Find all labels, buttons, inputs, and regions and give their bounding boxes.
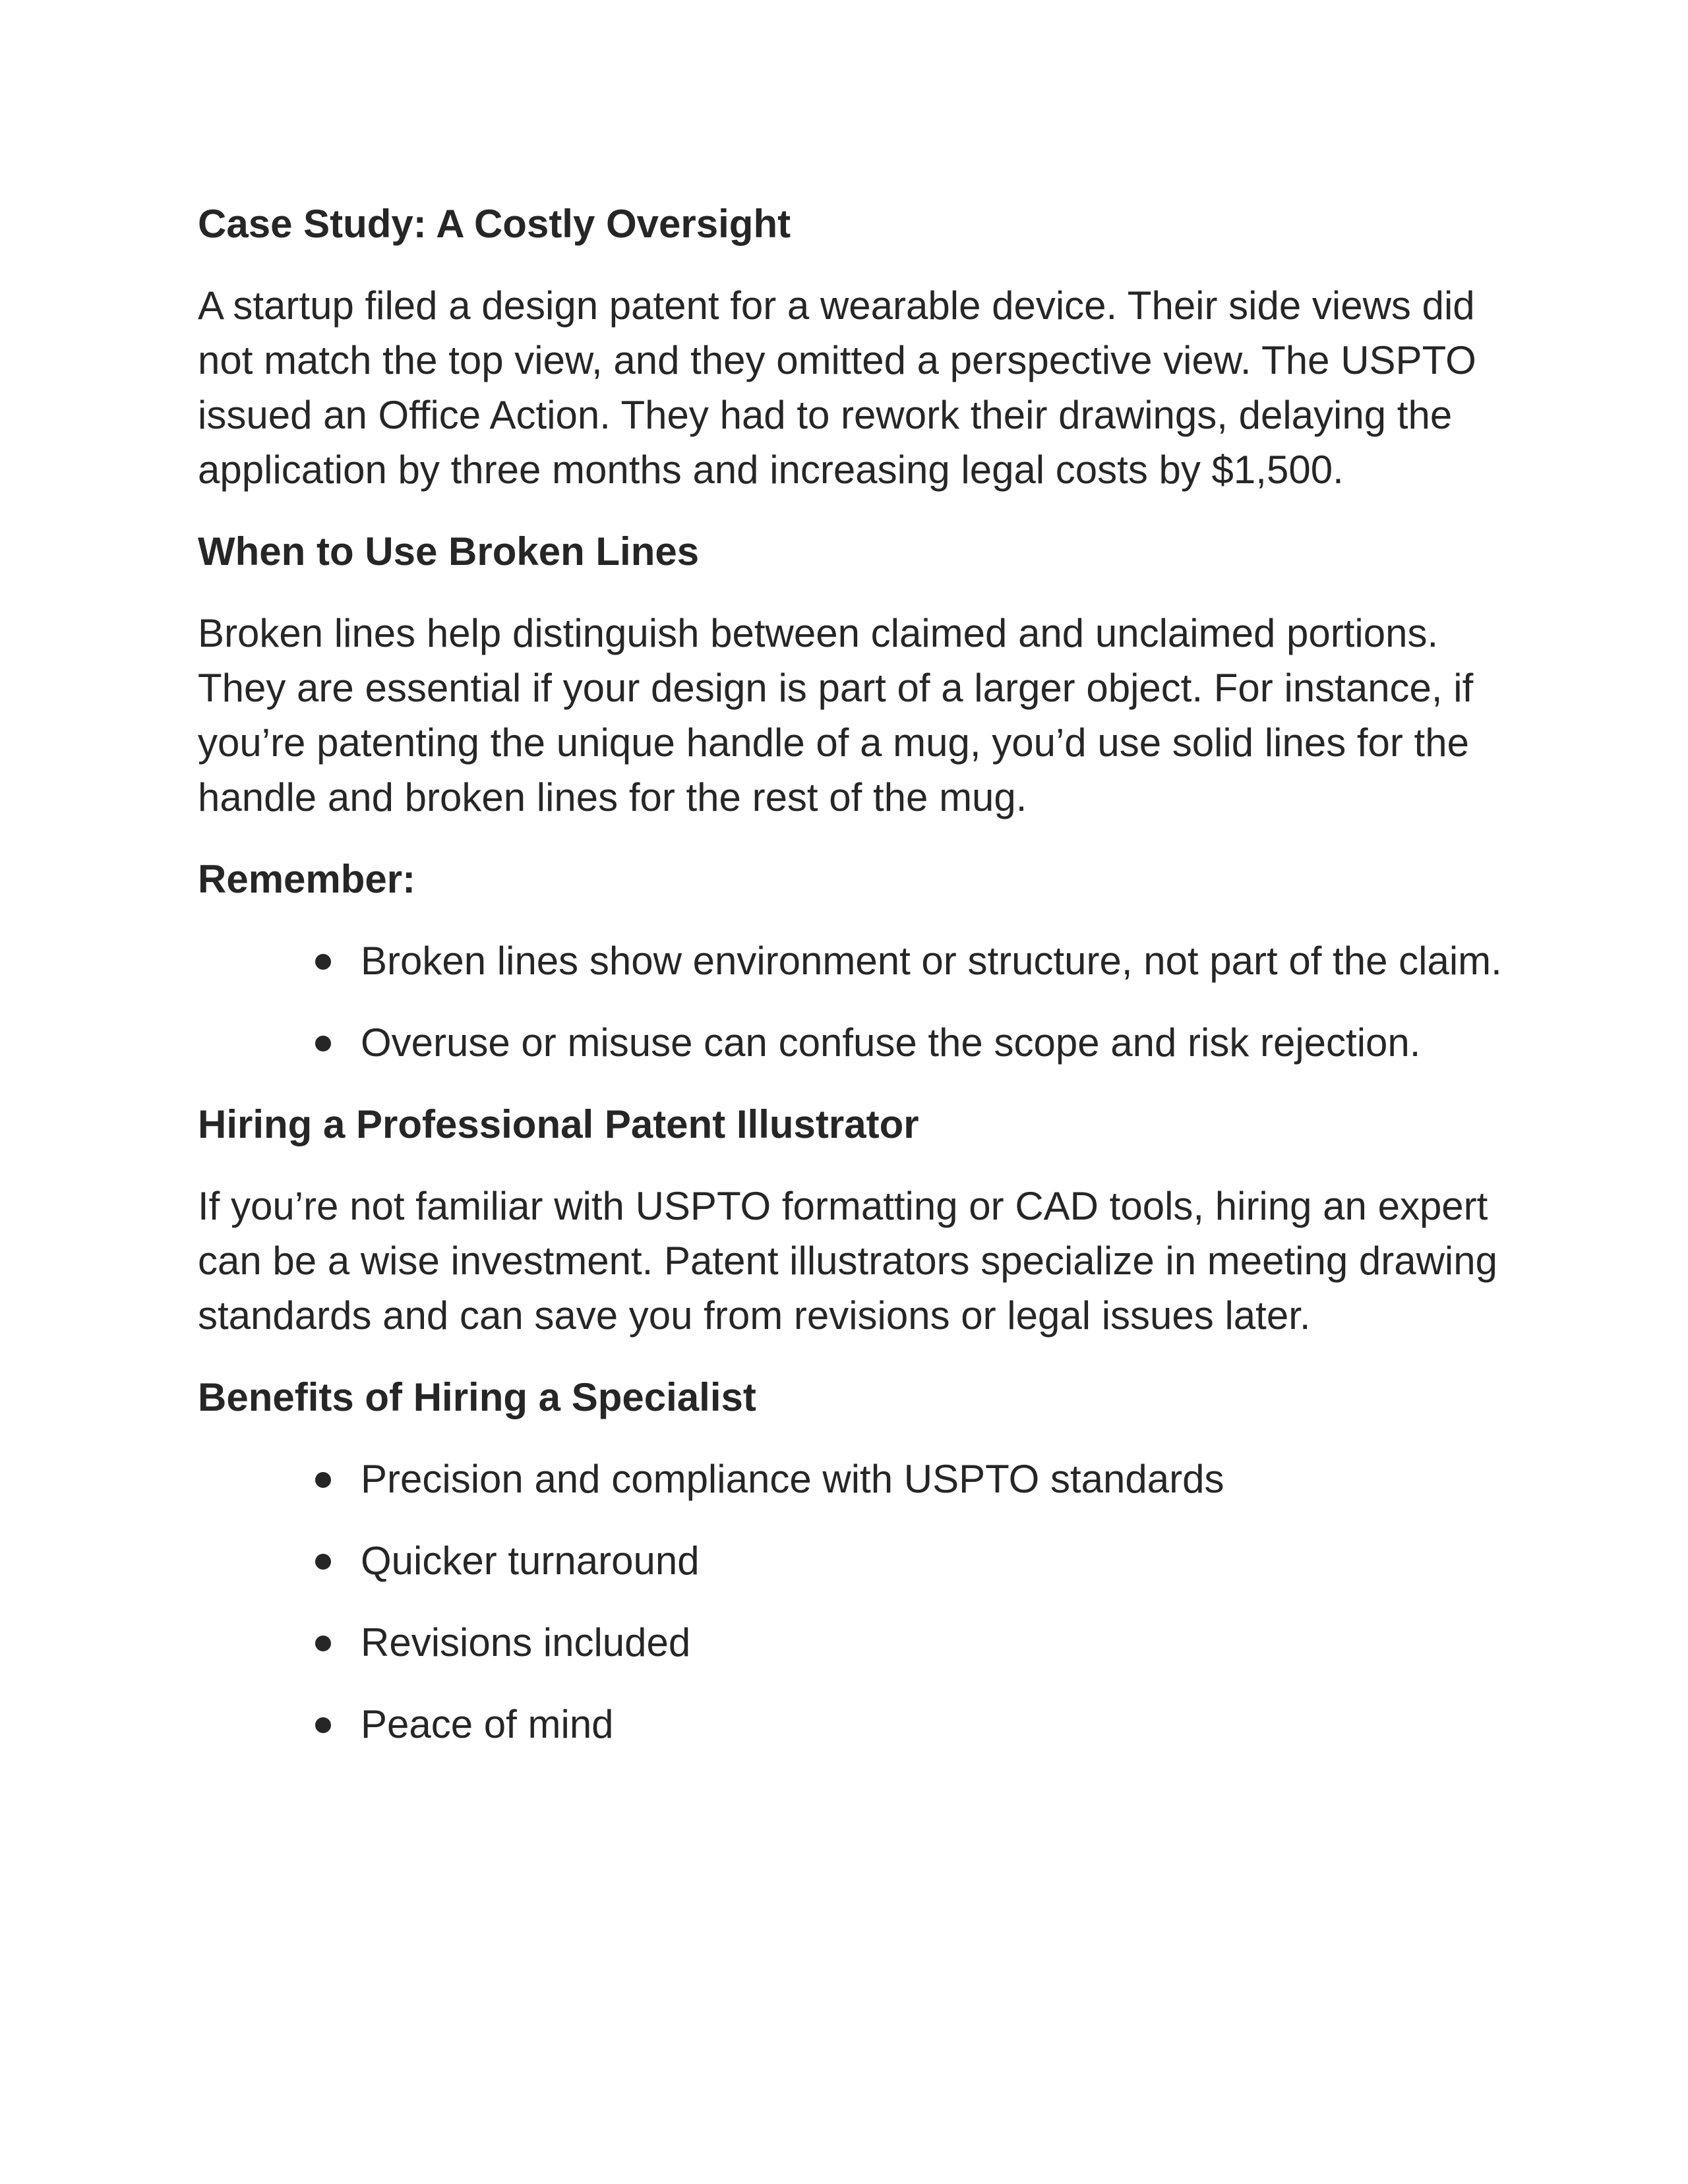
list-item [198, 1697, 1503, 1752]
bullet-icon [315, 954, 331, 970]
hiring-paragraph: If you’re not familiar with USPTO formatting or CAD tools, hiring an expert can be a wise investment. Patent illustrators specialize in meeting drawing standards and can save you from revisions or legal issues later. [198, 1184, 1497, 1338]
list-item-text: Peace of mind [361, 1702, 614, 1746]
broken-lines-heading: When to Use Broken Lines [198, 529, 700, 574]
list-item [198, 1015, 1503, 1070]
case-study-heading: Case Study: A Costly Oversight [198, 202, 791, 246]
broken-lines-paragraph: Broken lines help distinguish between claimed and unclaimed portions. They are essential if your design is part of a larger object. For instance, if you’re patenting the unique handle of a mug, you’d use solid lines for the handle and broken lines for the rest of the mug. [198, 611, 1474, 819]
bullet-icon [315, 1554, 331, 1570]
remember-heading: Remember: [198, 857, 416, 901]
list-item [198, 933, 1503, 988]
benefits-list [198, 1452, 1503, 1752]
remember-list [198, 933, 1503, 1070]
list-item [198, 1533, 1503, 1588]
list-item-text: Broken lines show environment or structure, not part of the claim. [361, 939, 1502, 983]
bullet-icon [315, 1636, 331, 1651]
bullet-icon [315, 1717, 331, 1733]
bullet-icon [315, 1472, 331, 1488]
benefits-heading: Benefits of Hiring a Specialist [198, 1375, 756, 1419]
list-item-text: Revisions included [361, 1620, 691, 1665]
list-item-text: Overuse or misuse can confuse the scope and risk rejection. [361, 1020, 1421, 1065]
list-item [198, 1452, 1503, 1506]
list-item-text: Quicker turnaround [361, 1539, 700, 1583]
bullet-icon [315, 1036, 331, 1051]
case-study-paragraph: A startup filed a design patent for a wearable device. Their side views did not match the top view, and they omitted a perspective view. The USPTO issued an Office Action. They had to rework their drawings, delaying the application by three months and increasing legal costs by $1,500. [198, 283, 1476, 492]
hiring-heading: Hiring a Professional Patent Illustrator [198, 1102, 919, 1146]
list-item-text: Precision and compliance with USPTO standards [361, 1457, 1224, 1501]
document-page [198, 196, 1503, 1779]
list-item [198, 1615, 1503, 1670]
